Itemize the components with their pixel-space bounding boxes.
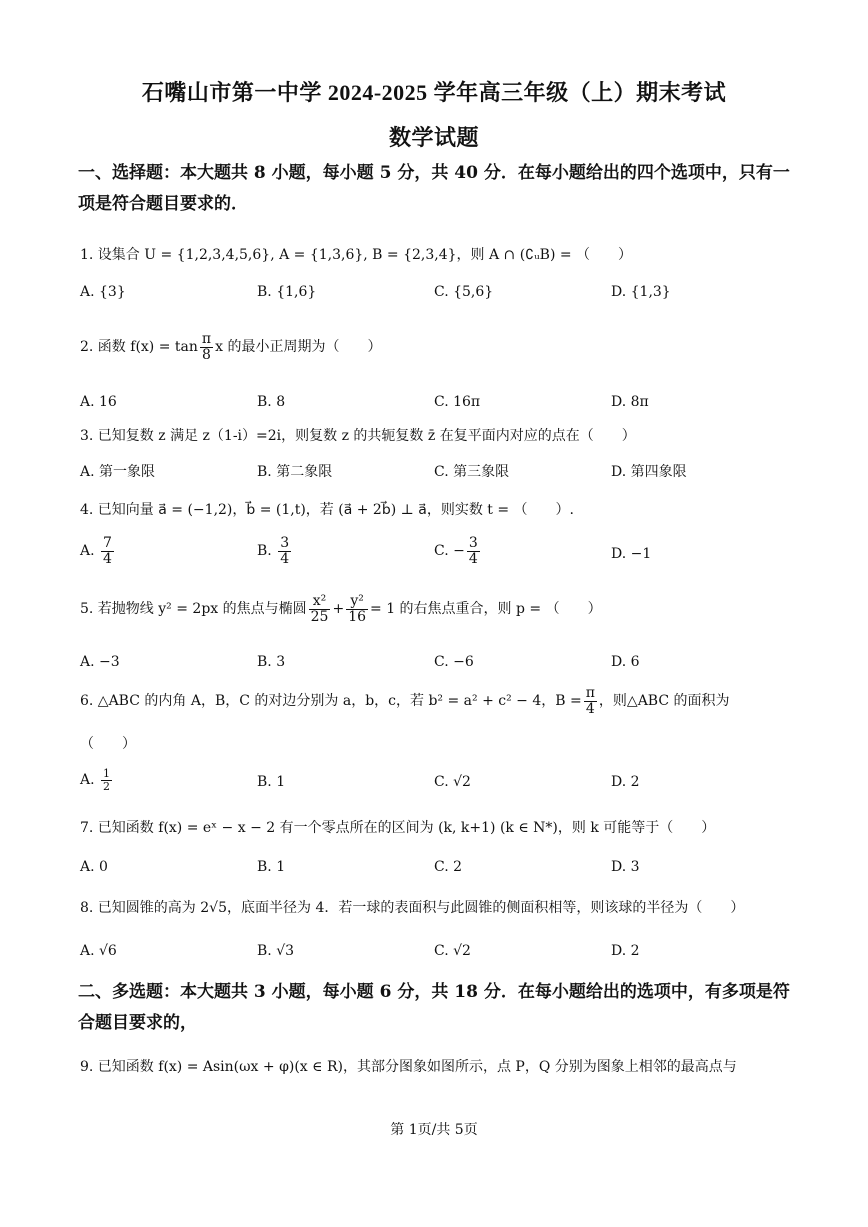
question-6-pre: 6. △ABC 的内角 A，B，C 的对边分别为 a，b，c，若 b² = a² + c² − 4，B = — [80, 693, 582, 710]
fraction — [584, 686, 597, 716]
fraction-numerator: x² — [309, 594, 331, 610]
option-c: C. 2 — [434, 859, 463, 875]
option-a: A. √6 — [80, 943, 117, 959]
question-7-options — [80, 859, 792, 885]
option-d: D. {1,3} — [611, 284, 671, 300]
fraction-numerator: 3 — [468, 535, 478, 551]
option-sign: − — [453, 543, 465, 560]
fraction-denominator: 4 — [103, 550, 112, 567]
question-5-options — [80, 654, 792, 680]
option-label: C. — [434, 543, 449, 560]
option-d: D. 2 — [611, 774, 640, 790]
option-b: B. 第二象限 — [257, 464, 333, 480]
option-d: D. 6 — [611, 654, 640, 670]
question-6 — [80, 686, 792, 716]
fraction-numerator: y² — [346, 594, 368, 610]
question-3-options — [80, 461, 792, 487]
question-5 — [80, 594, 792, 624]
section-2-line-2: 合题目要求的， — [78, 1013, 197, 1033]
question-5-post: = 1 的右焦点重合，则 p = （ ） — [370, 601, 602, 618]
question-2-post: x 的最小正周期为（ ） — [215, 339, 382, 356]
section-1-line-1: 一、选择题：本大题共 8 小题，每小题 5 分，共 40 分．在每小题给出的四个选项中，只有一 — [78, 163, 790, 183]
exam-subtitle: 数学试题 — [388, 125, 479, 150]
option-c: C. {5,6} — [434, 284, 494, 300]
option-b: B. √3 — [257, 943, 295, 959]
question-6-post: ，则△ABC 的面积为 — [598, 693, 730, 710]
option-label: B. — [257, 543, 272, 560]
option-label: D. — [611, 546, 627, 562]
option-b — [257, 536, 293, 566]
question-8: 8. 已知圆锥的高为 2√5，底面半径为 4．若一球的表面积与此圆锥的侧面积相等，则该球的半径为（ ） — [80, 900, 745, 916]
option-b: B. 3 — [257, 654, 286, 670]
option-b: B. {1,6} — [257, 284, 317, 300]
question-1: 1. 设集合 U = {1,2,3,4,5,6}, A = {1,3,6}, B = {2,3,4}，则 A ∩ (∁ᵤB) = （ ） — [80, 247, 633, 263]
option-c: C. 16π — [434, 394, 481, 410]
fraction — [101, 768, 112, 792]
option-d: D. 第四象限 — [611, 464, 687, 480]
fraction-denominator: 2 — [103, 779, 111, 793]
option-b: B. 1 — [257, 859, 286, 875]
question-6-options — [80, 768, 792, 804]
option-label: A. — [80, 543, 95, 560]
fraction — [346, 594, 368, 624]
option-value: −1 — [630, 546, 652, 562]
option-a — [80, 768, 114, 792]
question-6-line-2: （ ） — [80, 736, 136, 752]
page-footer: 第 1页/共 5页 — [390, 1122, 478, 1138]
section-1-heading — [78, 158, 792, 220]
question-4-options — [80, 536, 792, 580]
fraction-denominator: 8 — [202, 346, 211, 363]
option-a: A. 第一象限 — [80, 464, 156, 480]
fraction — [309, 594, 331, 624]
fraction-numerator: π — [201, 331, 212, 347]
option-c — [434, 536, 482, 566]
option-c: C. √2 — [434, 943, 471, 959]
option-d: D. 2 — [611, 943, 640, 959]
option-label: A. — [80, 772, 95, 789]
fraction — [200, 332, 213, 362]
question-9: 9. 已知函数 f(x) = Asin(ωx + φ)(x ∈ R)，其部分图象如图所示，点 P，Q 分别为图象上相邻的最高点与 — [80, 1059, 737, 1075]
fraction — [101, 536, 114, 566]
question-8-options — [80, 943, 792, 969]
option-a — [80, 536, 116, 566]
fraction — [467, 536, 480, 566]
exam-title: 石嘴山市第一中学 2024-2025 学年高三年级（上）期末考试 — [141, 80, 727, 105]
section-1-line-2: 项是符合题目要求的． — [78, 194, 248, 214]
fraction-denominator: 4 — [468, 550, 478, 567]
fraction-denominator: 4 — [280, 550, 290, 567]
option-d: D. 8π — [611, 394, 649, 410]
option-a: A. 16 — [80, 394, 117, 410]
fraction-numerator: 7 — [103, 535, 112, 551]
option-a: A. 0 — [80, 859, 108, 875]
option-a: A. {3} — [80, 284, 126, 300]
option-c: C. 第三象限 — [434, 464, 510, 480]
question-5-pre: 5. 若抛物线 y² = 2px 的焦点与椭圆 — [80, 601, 307, 618]
fraction — [278, 536, 291, 566]
fraction-numerator: 3 — [280, 535, 290, 551]
question-2 — [80, 332, 792, 362]
question-7: 7. 已知函数 f(x) = eˣ − x − 2 有一个零点所在的区间为 (k, k+1) (k ∈ N*)，则 k 可能等于（ ） — [80, 820, 716, 836]
option-a: A. −3 — [80, 654, 120, 670]
section-2-heading — [78, 977, 792, 1039]
question-4: 4. 已知向量 a⃗ = (−1,2)，b⃗ = (1,t)，若 (a⃗ + 2b⃗) ⊥ a⃗，则实数 t = （ ）. — [80, 502, 574, 518]
option-b: B. 1 — [257, 774, 286, 790]
option-c: C. √2 — [434, 774, 471, 790]
option-c: C. −6 — [434, 654, 474, 670]
fraction-numerator: π — [585, 685, 595, 701]
question-2-options — [80, 394, 792, 420]
option-d: D. 3 — [611, 859, 640, 875]
section-2-line-1: 二、多选题：本大题共 3 小题，每小题 6 分，共 18 分．在每小题给出的选项中，有多项是符 — [78, 982, 790, 1002]
question-2-pre: 2. 函数 f(x) = tan — [80, 339, 198, 356]
fraction-denominator: 4 — [585, 700, 595, 717]
fraction-numerator: 1 — [103, 767, 111, 780]
fraction-denominator: 25 — [310, 608, 329, 625]
fraction-denominator: 16 — [348, 608, 367, 625]
option-b: B. 8 — [257, 394, 286, 410]
question-3: 3. 已知复数 z 满足 z（1-i）=2i，则复数 z 的共轭复数 z̄ 在复平面内对应的点在（ ） — [80, 428, 636, 444]
question-1-options — [80, 284, 792, 310]
plus-sign: + — [332, 601, 345, 618]
option-d — [611, 546, 651, 562]
